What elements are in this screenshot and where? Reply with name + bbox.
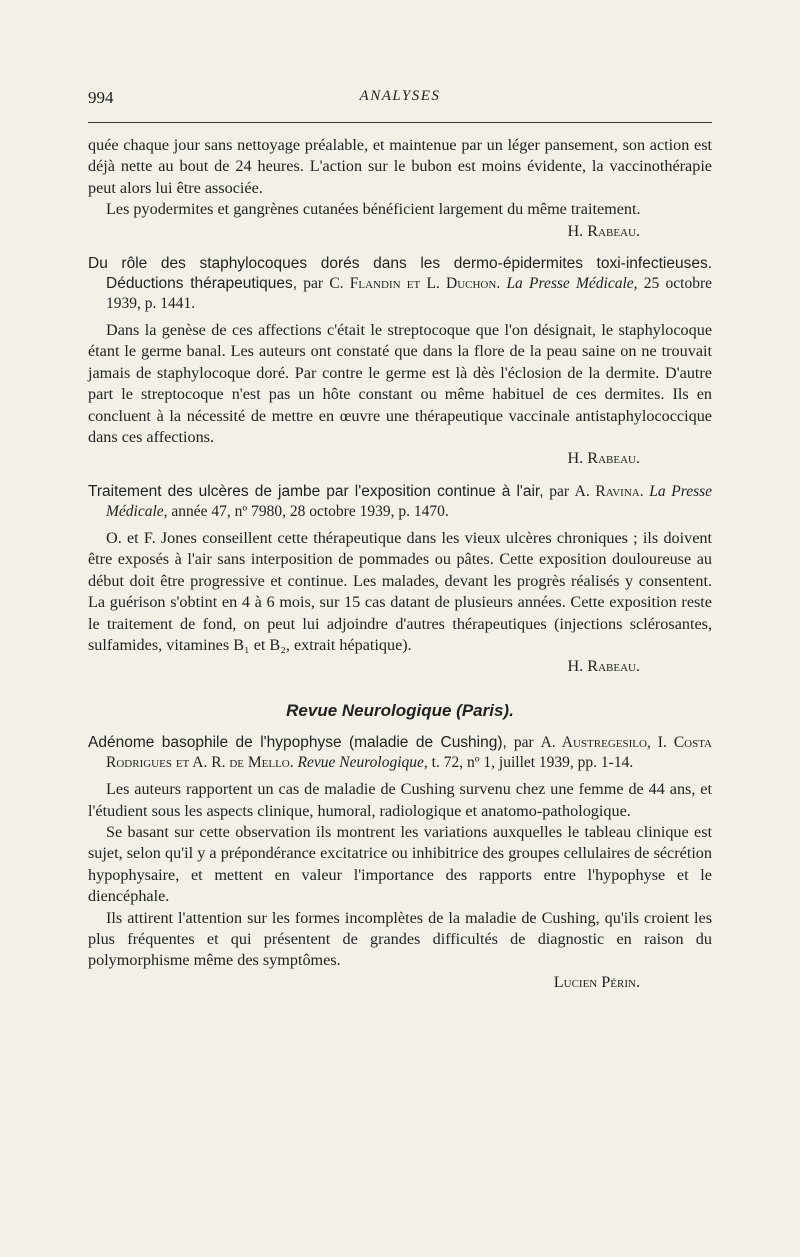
article-par: par	[549, 482, 569, 500]
intro-paragraph-2	[88, 199, 712, 240]
article-reference: année 47, nº 7980, 28 octobre 1939, p. 1470.	[171, 502, 449, 520]
article-reference: t. 72, nº 1, juillet 1939, pp. 1-14.	[431, 754, 634, 772]
article-title: Adénome basophile de l'hypophyse (maladie de Cushing),	[88, 734, 507, 752]
signature: H. Rabeau.	[567, 657, 640, 676]
article-text: Se basant sur cette observation ils montrent les variations auxquelles le tableau clinique est sujet, selon qu'il y a prépondérance excitatrice ou inhibitrice des groupes cellulaires de sécrétion hypophysaire, et mettent en valeur l'importance des rapports entre l'hypophyse et le diencéphale.	[88, 822, 712, 906]
signature: H. Rabeau.	[567, 449, 640, 468]
article-authors: C. Flandin et L. Duchon.	[329, 275, 501, 293]
article-reference: 25 octobre 1939, p. 1441.	[106, 275, 713, 313]
article-heading	[88, 482, 712, 522]
intro-paragraph: quée chaque jour sans nettoyage préalable, et maintenue par un léger pansement, son action est déjà nette au bout de 24 heures. L'action sur le bubon est moins évidente, la vaccinothérapie peut alors lui être associée.	[88, 136, 712, 197]
signature: Lucien Périn.	[553, 972, 640, 991]
signature: H. Rabeau.	[567, 221, 640, 240]
article-journal: La Presse Médicale,	[506, 275, 638, 293]
article-authors: A. Ravina.	[574, 482, 644, 500]
article-text: O. et F. Jones conseillent cette thérapeutique dans les vieux ulcères chroniques ; ils doivent être exposés à l'air sans interposition de pommades ou pâtes. Cette exposition douloureuse au début doit être progressive et continue. Les malades, devant les progrès réalisés y consentent. La guérison s'obtint en 4 à 6 mois, sur 15 cas datant de plusieurs années. Cette exposition reste le traitement de fond, on peut lui adjoindre d'autres thérapeutiques (injections sclérosantes, sulfamides, vitamines B₁ et B₂, extrait hépatique).	[88, 528, 712, 654]
article-heading	[88, 254, 712, 314]
article-text: Dans la genèse de ces affections c'était le streptocoque que l'on désignait, le staphylocoque étant le germe banal. Les auteurs ont constaté que dans la flore de la peau saine on ne trouvait jamais de staphylocoque doré. Par contre le germe est là dès l'éclosion de la dermite. D'autre part le streptocoque n'est pas un hôte constant ou même habituel de ces dermites. Ils en concluent à la nécessité de mettre en œuvre une thérapeutique vaccinale antistaphylococcique dans ces affections.	[88, 321, 712, 447]
article-authors: A. Austregesilo, I. Costa Rodrigues et A. R. de Mello.	[106, 734, 713, 772]
article-text: Les auteurs rapportent un cas de maladie de Cushing survenu chez une femme de 44 ans, et l'étudient sous les aspects clinique, humoral, radiologique et anatomo-pathologique.	[88, 780, 712, 820]
article-journal: La Presse Médicale,	[106, 482, 713, 520]
page-number: 994	[88, 88, 114, 107]
article-par: par	[513, 734, 534, 752]
article-par: par	[303, 275, 324, 293]
intro-text: Les pyodermites et gangrènes cutanées bénéficient largement du même traitement.	[106, 200, 641, 219]
article-title: Du rôle des staphylocoques dorés dans les dermo-épidermites toxi-infectieuses. Déductions thérapeutiques,	[88, 255, 712, 293]
page	[88, 0, 712, 993]
article-journal: Revue Neurologique,	[297, 754, 428, 772]
section-title: Revue Neurologique (Paris).	[286, 700, 514, 720]
article-text: Ils attirent l'attention sur les formes incomplètes de la maladie de Cushing, qu'ils croient les plus fréquentes et qui présentent de grandes difficultés de diagnostic en raison du polymorphisme même des symptômes.	[88, 908, 712, 970]
page-body	[88, 135, 712, 993]
page-header	[88, 80, 712, 123]
running-title: ANALYSES	[359, 88, 441, 104]
article-title: Traitement des ulcères de jambe par l'exposition continue à l'air,	[88, 482, 544, 500]
article-heading	[88, 733, 712, 773]
